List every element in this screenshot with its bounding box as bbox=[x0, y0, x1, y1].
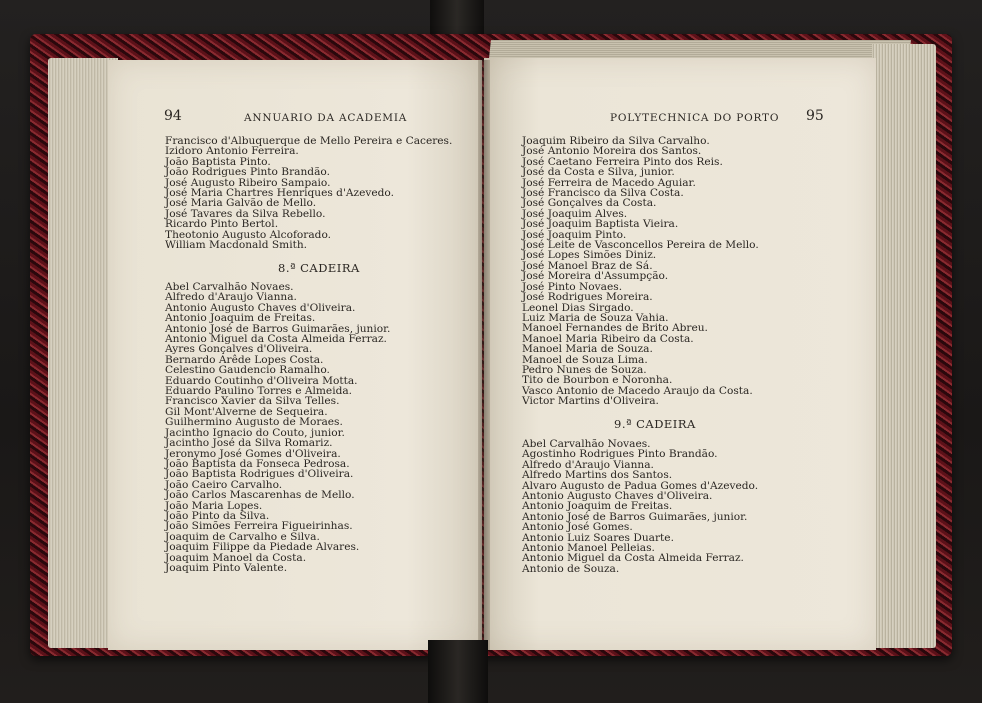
binding-strap-bottom bbox=[428, 640, 488, 703]
list-item: Abel Carvalhão Novaes. bbox=[522, 438, 651, 450]
list-item: José Maria Chartres Henriques d'Azevedo. bbox=[165, 187, 394, 200]
list-item: Antonio Joaquim de Freitas. bbox=[522, 500, 673, 513]
book-gutter bbox=[478, 60, 490, 650]
page-edges-top bbox=[489, 40, 911, 58]
list-item: Izidoro Antonio Ferreira. bbox=[165, 145, 299, 158]
list-item: Abel Carvalhão Novaes. bbox=[165, 281, 294, 293]
list-item: João Carlos Mascarenhas de Mello. bbox=[165, 489, 355, 502]
list-item: Joaquim Manoel da Costa. bbox=[165, 551, 307, 564]
list-item: José Maria Galvão de Mello. bbox=[165, 197, 317, 210]
list-item: João Rodrigues Pinto Brandão. bbox=[165, 166, 330, 179]
name-list bbox=[165, 136, 452, 250]
list-item: Luiz Maria de Souza Vahia. bbox=[522, 311, 669, 324]
list-item: José Joaquim Baptista Vieira. bbox=[522, 218, 679, 231]
list-item: Antonio Miguel da Costa Almeida Ferraz. bbox=[522, 552, 744, 565]
list-item: Manoel Fernandes de Brito Abreu. bbox=[522, 322, 708, 335]
list-item: William Macdonald Smith. bbox=[165, 239, 308, 252]
list-item: Vasco Antonio de Macedo Araujo da Costa. bbox=[522, 384, 753, 397]
list-item: Ricardo Pinto Bertol. bbox=[165, 218, 279, 231]
list-item: Jacintho Ignacio do Couto, junior. bbox=[165, 426, 345, 439]
name-list bbox=[522, 439, 758, 574]
list-item: Antonio Augusto Chaves d'Oliveira. bbox=[165, 301, 356, 314]
list-item: João Baptista Rodrigues d'Oliveira. bbox=[165, 468, 354, 481]
list-item: José Caetano Ferreira Pinto dos Reis. bbox=[522, 155, 723, 168]
list-item: João Simões Ferreira Figueirinhas. bbox=[165, 520, 353, 533]
page-edges-right bbox=[872, 44, 936, 648]
list-item: Antonio de Souza. bbox=[522, 562, 620, 575]
left-page bbox=[108, 60, 482, 650]
list-item: Bernardo Arêde Lopes Costa. bbox=[165, 353, 324, 366]
list-item: José da Costa e Silva, junior. bbox=[522, 166, 675, 179]
list-item: José Manoel Braz de Sá. bbox=[522, 259, 653, 272]
list-item: Ayres Gonçalves d'Oliveira. bbox=[165, 343, 313, 356]
list-item: Alvaro Augusto de Padua Gomes d'Azevedo. bbox=[522, 479, 759, 492]
list-item: Victor Martins d'Oliveira. bbox=[522, 395, 659, 408]
list-item: Antonio José Gomes. bbox=[522, 521, 633, 534]
list-item: Antonio José de Barros Guimarães, junior. bbox=[522, 510, 748, 523]
list-item: Leonel Dias Sirgado. bbox=[522, 301, 634, 314]
list-item: Alfredo d'Araujo Vianna. bbox=[522, 458, 654, 471]
list-item: José Moreira d'Assumpção. bbox=[522, 270, 669, 283]
list-item: José Pinto Novaes. bbox=[522, 280, 623, 293]
list-item: José Gonçalves da Costa. bbox=[522, 197, 657, 210]
list-item: José Tavares da Silva Rebello. bbox=[165, 207, 326, 220]
list-item: Eduardo Coutinho d'Oliveira Motta. bbox=[165, 374, 358, 387]
list-item: João Maria Lopes. bbox=[165, 499, 263, 512]
list-item: Celestino Gaudencio Ramalho. bbox=[165, 364, 330, 377]
list-item: Eduardo Paulino Torres e Almeida. bbox=[165, 385, 353, 398]
list-item: Joaquim Ribeiro da Silva Carvalho. bbox=[522, 135, 710, 147]
list-item: Antonio Augusto Chaves d'Oliveira. bbox=[522, 490, 713, 503]
right-page bbox=[484, 58, 876, 650]
name-list bbox=[522, 136, 759, 407]
list-item: José Francisco da Silva Costa. bbox=[522, 187, 684, 200]
list-item: Antonio Luiz Soares Duarte. bbox=[522, 531, 674, 544]
list-item: Antonio Miguel da Costa Almeida Ferraz. bbox=[165, 333, 387, 346]
list-item: João Baptista Pinto. bbox=[165, 155, 271, 168]
list-item: Manoel Maria de Souza. bbox=[522, 343, 653, 356]
list-item: Theotonio Augusto Alcoforado. bbox=[165, 228, 332, 241]
section-heading: 8.ª CADEIRA bbox=[278, 261, 360, 275]
list-item: Joaquim Pinto Valente. bbox=[165, 561, 288, 574]
list-item: José Ferreira de Macedo Aguiar. bbox=[522, 176, 696, 189]
list-item: Antonio José de Barros Guimarães, junior. bbox=[165, 322, 391, 335]
list-item: Antonio Joaquim de Freitas. bbox=[165, 312, 316, 325]
list-item: José Rodrigues Moreira. bbox=[522, 291, 653, 304]
list-item: João Pinto da Silva. bbox=[165, 509, 270, 522]
list-item: José Augusto Ribeiro Sampaio. bbox=[165, 176, 331, 189]
page-number: 94 bbox=[164, 108, 182, 124]
list-item: Jeronymo José Gomes d'Oliveira. bbox=[165, 447, 341, 460]
list-item: Francisco Xavier da Silva Telles. bbox=[165, 395, 340, 408]
list-item: Manoel de Souza Lima. bbox=[522, 353, 648, 366]
section-heading: 9.ª CADEIRA bbox=[614, 417, 696, 431]
list-item: Alfredo Martins dos Santos. bbox=[522, 469, 673, 482]
list-item: João Baptista da Fonseca Pedrosa. bbox=[165, 457, 350, 470]
list-item: Gil Mont'Alverne de Sequeira. bbox=[165, 405, 328, 418]
running-head: ANNUARIO DA ACADEMIA bbox=[244, 112, 408, 124]
list-item: Joaquim de Carvalho e Silva. bbox=[165, 530, 320, 543]
list-item: José Antonio Moreira dos Santos. bbox=[522, 145, 702, 158]
list-item: Alfredo d'Araujo Vianna. bbox=[165, 291, 297, 304]
list-item: José Lopes Simões Diniz. bbox=[522, 249, 657, 262]
name-list bbox=[165, 282, 390, 573]
list-item: José Leite de Vasconcellos Pereira de Mello. bbox=[522, 239, 759, 252]
list-item: Guilhermino Augusto de Moraes. bbox=[165, 416, 343, 429]
list-item: José Joaquim Pinto. bbox=[522, 228, 627, 241]
list-item: Agostinho Rodrigues Pinto Brandão. bbox=[522, 448, 718, 461]
list-item: Pedro Nunes de Souza. bbox=[522, 363, 647, 376]
list-item: José Joaquim Alves. bbox=[522, 207, 628, 220]
page-number: 95 bbox=[806, 108, 824, 124]
running-head: POLYTECHNICA DO PORTO bbox=[610, 112, 780, 124]
list-item: Manoel Maria Ribeiro da Costa. bbox=[522, 332, 694, 345]
list-item: Jacintho José da Silva Romariz. bbox=[165, 437, 333, 450]
list-item: Antonio Manoel Pelleias. bbox=[522, 542, 655, 555]
list-item: Joaquim Filippe da Piedade Alvares. bbox=[165, 541, 360, 554]
list-item: Francisco d'Albuquerque de Mello Pereira e Caceres. bbox=[165, 135, 453, 147]
list-item: João Caeiro Carvalho. bbox=[165, 478, 283, 491]
list-item: Tito de Bourbon e Noronha. bbox=[522, 374, 673, 387]
